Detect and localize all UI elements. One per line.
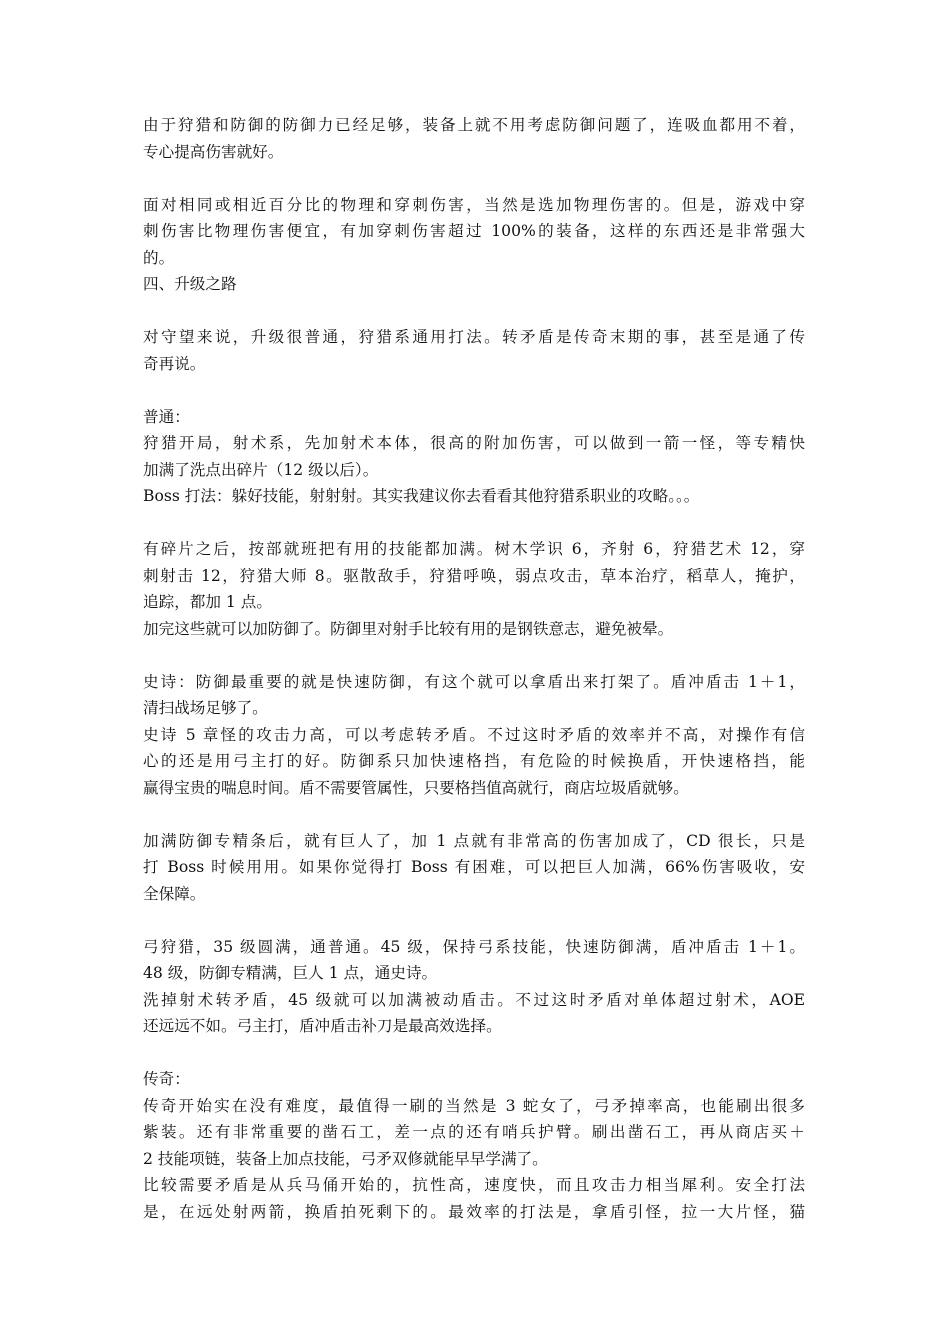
text-line: 还远远不如。弓主打，盾冲盾击补刀是最高效选择。 [143,1017,502,1035]
text-line: 是，在远处射两箭，换盾拍死剩下的。最效率的打法是，拿盾引怪，拉一大片怪，猫 [143,1202,805,1221]
text-line: 48 级，防御专精满，巨人 1 点，通史诗。 [143,964,438,982]
blank-line [143,298,805,325]
text-line: 心的还是用弓主打的好。防御系只加快速格挡，有危险的时候换盾，开快速格挡，能 [143,752,805,770]
text-line: 有碎片之后，按部就班把有用的技能都加满。树木学识 6，齐射 6，狩猎艺术 12，穿 [143,540,805,558]
text-line: 紫装。还有非常重要的凿石工，差一点的还有哨兵护臂。刷出凿石工，再从商店买＋ [143,1123,805,1141]
text-line: Boss 打法：躲好技能，射射射。其实我建议你去看看其他狩猎系职业的攻略。。。 [143,487,700,505]
blank-line [143,510,805,537]
blank-line [143,801,805,828]
document-body [143,112,805,1225]
text-line: 刺射击 12，狩猎大师 8。驱散敌手，狩猎呼唤，弱点攻击，草本治疗，稻草人，掩护， [143,566,805,585]
text-line: 比较需要矛盾是从兵马俑开始的，抗性高，速度快，而且攻击力相当犀利。安全打法 [143,1176,805,1194]
text-line: 全保障。 [143,884,206,903]
text-line: 洗掉射术转矛盾，45 级就可以加满被动盾击。不过这时矛盾对单体超过射术，AOE [143,990,805,1009]
blank-line [143,377,805,404]
text-line: 2 技能项链，装备上加点技能，弓矛双修就能早早学满了。 [143,1149,548,1168]
text-line: 赢得宝贵的喘息时间。盾不需要管属性，只要格挡值高就行，商店垃圾盾就够。 [143,778,689,797]
text-line: 刺伤害比物理伤害便宜，有加穿刺伤害超过 100%的装备，这样的东西还是非常强大 [143,222,805,240]
text-line: 专心提高伤害就好。 [143,142,284,161]
text-line: 普通： [143,407,190,426]
text-line: 弓狩猎，35 级圆满，通普通。45 级，保持弓系技能，快速防御满，盾冲盾击 1＋1。 [143,937,805,956]
blank-line [143,165,805,192]
text-line: 清扫战场足够了。 [143,699,268,717]
blank-line [143,1040,805,1067]
text-line: 四、升级之路 [143,275,237,293]
text-line: 追踪，都加 1 点。 [143,593,272,611]
text-line: 加完这些就可以加防御了。防御里对射手比较有用的是钢铁意志，避免被晕。 [143,619,674,638]
text-line: 传奇： [143,1070,190,1088]
text-line: 传奇开始实在没有难度，最值得一刷的当然是 3 蛇女了，弓矛掉率高，也能刷出很多 [143,1096,805,1115]
text-line: 对守望来说，升级很普通，狩猎系通用打法。转矛盾是传奇末期的事，甚至是通了传 [143,328,805,346]
text-line: 由于狩猎和防御的防御力已经足够，装备上就不用考虑防御问题了，连吸血都用不着， [143,116,805,134]
blank-line [143,642,805,669]
blank-line [143,907,805,934]
text-line: 加满了洗点出碎片（12 级以后）。 [143,460,379,479]
text-line: 史诗 5 章怪的攻击力高，可以考虑转矛盾。不过这时矛盾的效率并不高，对操作有信 [143,725,805,744]
text-line: 奇再说。 [143,354,206,373]
text-line: 加满防御专精条后，就有巨人了，加 1 点就有非常高的伤害加成了，CD 很长，只是 [143,831,805,850]
text-line: 打 Boss 时候用用。如果你觉得打 Boss 有困难，可以把巨人加满，66%伤害吸收，安 [143,858,805,876]
text-line: 的。 [143,248,175,267]
text-line: 面对相同或相近百分比的物理和穿刺伤害，当然是选加物理伤害的。但是，游戏中穿 [143,195,805,214]
text-line: 狩猎开局，射术系，先加射术本体，很高的附加伤害，可以做到一箭一怪，等专精快 [143,434,805,452]
text-line: 史诗：防御最重要的就是快速防御，有这个就可以拿盾出来打架了。盾冲盾击 1＋1， [143,672,805,691]
